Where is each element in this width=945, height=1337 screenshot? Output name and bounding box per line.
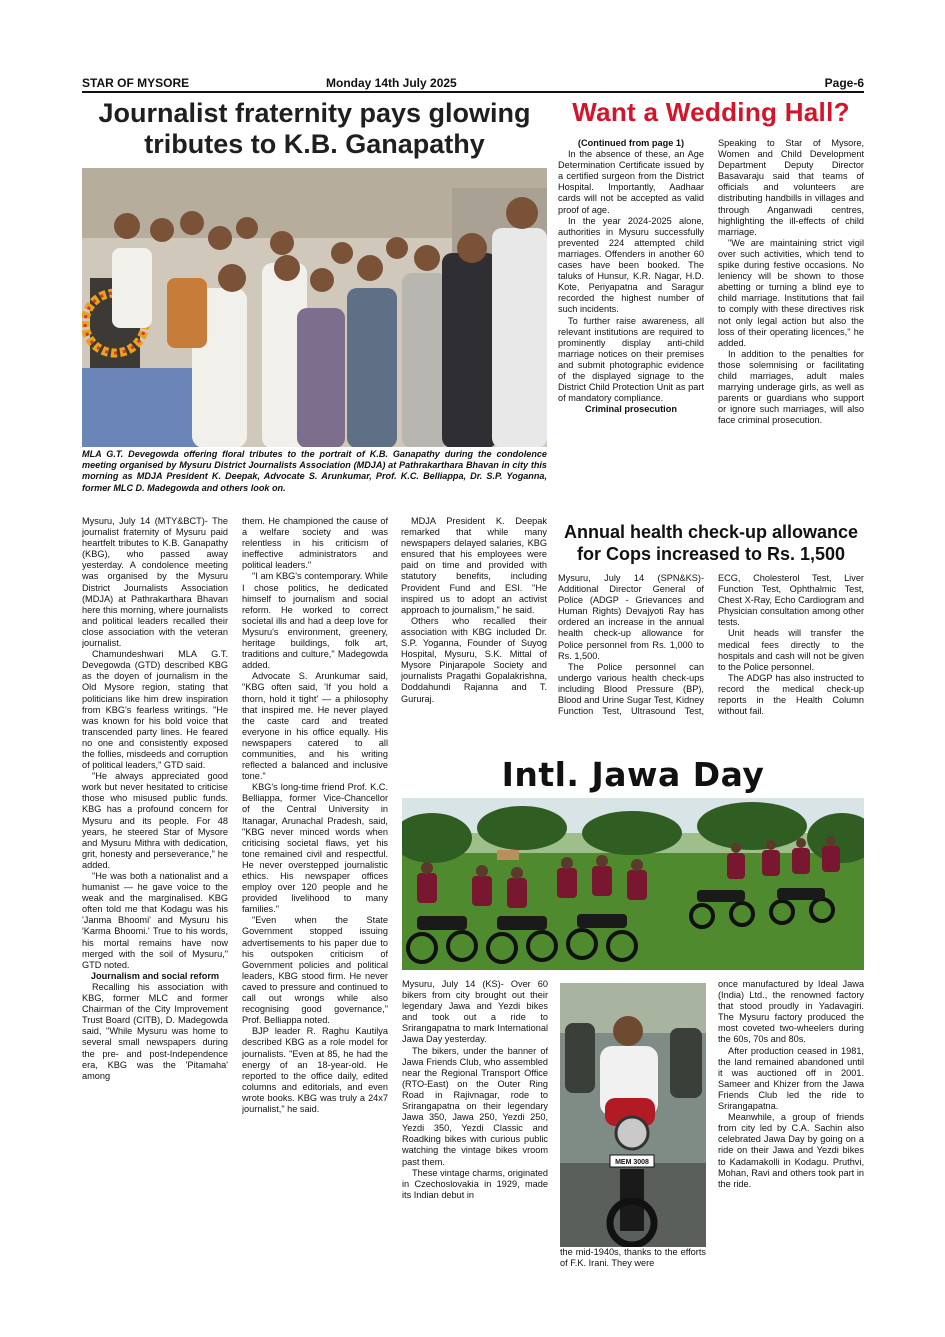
paragraph: MDJA President K. Deepak remarked that while many newspapers delayed salaries, KBG ensured that his employees were paid on time and provided with statutory benefits, including Provident Fund and ESI. "He inspired us to adopt an activist approach to journalism," he said. [401, 516, 547, 615]
cops-story-body [558, 573, 864, 751]
tribute-photo-art [82, 168, 547, 447]
masthead-rule [82, 91, 864, 93]
paragraph: KBG's long-time friend Prof. K.C. Belliappa, former Vice-Chancellor of the Central University in Itanagar, Arunachal Pradesh, said, "KBG never minced words when criticising societal flaws, yet his tone remained civil and respectful. He never overstepped journalistic ethics. His newspaper offices employ over 120 people and he provided livelihood to many families." [242, 782, 388, 915]
masthead-date: Monday 14th July 2025 [326, 76, 457, 90]
paragraph: The Police personnel can undergo various health check-ups including Blood Pressure (BP), Blood and Urine Sugar Test, Kidney Function Test, Ultrasound Test, ECG, Cholesterol Test, Liver Function Test, Ophthalmic Test, Chest X-Ray, Echo Cardiogram and Physician consultation among other tests. [558, 573, 864, 717]
jawa-story-column-2 [560, 1247, 706, 1271]
paragraph: Chamundeshwari MLA G.T. Devegowda (GTD) described KBG as the doyen of journalism in the Old Mysore region, stating that politicians like him drew inspiration from KBG's fearless writings. "He was known for his bold voice that transcended party lines. He feared no one and consistently exposed the follies, misdeeds and corruption of political leaders," GTD said. [82, 649, 228, 771]
paragraph: Meanwhile, a group of friends from city led by C.A. Sachin also celebrated Jawa Day by going on a ride on their Jawa and Yezdi bikes to Kadamakolli in Kodagu. Pruthvi, Mohan, Ravi and others took part in the ride. [718, 1112, 864, 1189]
masthead-page-number: Page-6 [824, 76, 864, 90]
tribute-photo [82, 168, 547, 447]
paragraph: Mysuru, July 14 (KS)- Over 60 bikers from city brought out their legendary Jawa and Yezdi bikes and took out a ride to Srirangapatna to mark International Jawa Day yesterday. [402, 979, 548, 1045]
paragraph: "Even when the State Government stopped issuing advertisements to his paper due to his outspoken criticism of Government policies and political leaders, KBG stood firm. He never caved to pressure and continued to call out wrongs while also recognising good governance," Prof. Belliappa noted. [242, 915, 388, 1026]
paragraph: The ADGP has also instructed to record the medical check-up reports in the Health Column without fail. [718, 672, 864, 717]
paragraph: "I am KBG's contemporary. While I chose politics, he dedicated himself to journalism and social reform. He worked to correct societal ills and had a deep love for Mysuru's environment, greenery, heritage buildings, folk art, traditions and culture," Madegowda added. [242, 571, 388, 671]
jawa-group-photo-art [402, 798, 864, 970]
jawa-story-column-3 [718, 979, 864, 1262]
paragraph: After production ceased in 1981, the land remained abandoned until it was auctioned off in 2001. Sameer and Khizer from the Jawa Friends Club led the ride to Srirangapatna. [718, 1045, 864, 1112]
main-headline: Journalist fraternity pays glowing tributes to K.B. Ganapathy [98, 98, 531, 160]
paragraph: the mid-1940s, thanks to the efforts of F.K. Irani. They were [560, 1247, 706, 1269]
license-plate: MEM 3008 [615, 1159, 649, 1166]
paragraph: Mysuru, July 14 (SPN&KS)- Additional Director General of Police (ADGP - Grievances and Human Rights) Devajyoti Ray has ordered an increase in the annual health check-up allowance for Police personnel from Rs. 1,000 to Rs. 1,500. [558, 573, 704, 661]
paragraph: Recalling his association with KBG, former MLC and former Chairman of the City Improvement Trust Board (CITB), D. Madegowda said, "While Mysuru was home to several small newspapers during the pre- and post-Independence era, KBG was the 'Pitamaha' among [82, 981, 228, 1081]
main-story-column-1 [82, 516, 228, 1260]
paragraph: In the absence of these, an Age Determination Certificate issued by a certified surgeon from the District Hospital. Importantly, Aadhaar cards will not be accepted as valid proof of age. [558, 149, 704, 215]
masthead-paper-name: STAR OF MYSORE [82, 76, 190, 90]
paragraph: Mysuru, July 14 (MTY&BCT)- The journalist fraternity of Mysuru paid heartfelt tributes to K.B. Ganapathy (KBG), who passed away yesterday. A condolence meeting was organised by the Mysuru District Journalists Association (MDJA) at Pathrakarthara Bhavan here this morning, where journalists and political leaders recalled their close association with the veteran journalist. [82, 516, 228, 649]
main-story-column-3 [401, 516, 547, 751]
paragraph: The bikers, under the banner of Jawa Friends Club, who assembled near the Regional Transport Office (RTO-East) on the Outer Ring Road in Rajivnagar, rode to Srirangapatna on their legendary Jawa 350, Jawa 250, Yezdi 250, Yezdi 350, Yezdi Classic and Roadking bikes with curious public watching the vintage bikes vroom past them. [402, 1045, 548, 1167]
wedding-story-column-1 [558, 138, 704, 516]
jawa-group-photo [402, 798, 864, 970]
subheading: Criminal prosecution [585, 404, 677, 415]
wedding-hall-headline: Want a Wedding Hall? [572, 97, 850, 127]
jawa-rider-photo [560, 983, 706, 1247]
paragraph: Others who recalled their association with KBG included Dr. S.P. Yoganna, Founder of Suyog Hospital, Mysuru, S.K. Mittal of Mysore Pinjarapole Society and journalists Pragathi Gopalakrishna, Doddahundi Rajanna and T. Gururaj. [401, 615, 547, 704]
paragraph: Unit heads will transfer the medical fees directly to the hospitals and cash will not be given to the Police personnel. [718, 628, 864, 672]
paragraph: These vintage charms, originated in Czechoslovakia in 1929, made its Indian debut in [402, 1167, 548, 1200]
paragraph: "He was both a nationalist and a humanist — he gave voice to the weak and the marginalised. KBG often told me that Kodagu was his 'Janma Bhoomi' and Mysuru his 'Karma Bhoomi.' True to his words, his mortal remains have now merged with the soil of Mysuru," GTD noted. [82, 871, 228, 970]
tribute-photo-caption: MLA G.T. Devegowda offering floral tributes to the portrait of K.B. Ganapathy during the condolence meeting organised by Mysuru District Journalists Association (MDJA) at Pathrakarthara Bhavan in city this morning as MDJA President K. Deepak, Advocate S. Arunkumar, Prof. K.C. Belliappa, Dr. S.P. Yoganna, former MLC D. Madegowda and others look on. [82, 449, 547, 493]
paragraph: BJP leader R. Raghu Kautilya described KBG as a role model for journalists. "Even at 85, he had the energy of an 18-year-old. He reported to the office daily, edited columns and editorials, and even wrote books. KBG was truly a 24x7 journalist," he said. [242, 1026, 388, 1114]
wedding-story-column-2 [718, 138, 864, 516]
subheading: Journalism and social reform [90, 970, 220, 981]
paragraph: "We are maintaining strict vigil over such activities, which tend to spike during festive occasions. No leniency will be shown to those abetting or turning a blind eye to child marriage. Institutions that fail to comply with these directives risk not only legal action but also the loss of their operating licences," he added. [718, 237, 864, 348]
jawa-rider-photo-art [560, 983, 706, 1247]
cops-allowance-headline: Annual health check-up allowance for Cops increased to Rs. 1,500 [563, 522, 859, 564]
continued-note: (Continued from page 1) [577, 138, 685, 148]
paragraph: them. He championed the cause of a welfare society and was relentless in his criticism of ineffective administrators and political leaders." [242, 516, 388, 571]
paragraph: In the year 2024-2025 alone, authorities in Mysuru successfully prevented 224 attempted child marriages. Offenders in another 60 cases have been booked. The taluks of Hunsur, K.R. Nagar, H.D. Kote, Periyapatna and Saragur recorded the highest number of such incidents. [558, 215, 704, 315]
paragraph: Speaking to Star of Mysore, Women and Child Development Department Deputy Director Basavaraju said that teams of officials and volunteers are distributing handbills in villages and through Anganwadi centres, highlighting the ill-effects of child marriage. [718, 138, 864, 237]
paragraph: once manufactured by Ideal Jawa (India) Ltd., the renowned factory that stood proudly in Yadavagiri. The Mysuru factory produced the most coveted two-wheelers during the 60s, 70s and 80s. [718, 979, 864, 1045]
paragraph: In addition to the penalties for those solemnising or facilitating child marriages, adult males marrying underage girls, as well as parents or guardians who support or ignore such marriages, will also face criminal prosecution. [718, 348, 864, 426]
paragraph: To further raise awareness, all relevant institutions are required to prominently display anti-child marriage notices on their premises and submit photographic evidence of the displayed signage to the District Child Protection Unit as part of mandatory compliance. [558, 315, 704, 404]
jawa-story-column-1 [402, 979, 548, 1262]
paragraph: "He always appreciated good work but never hesitated to criticise those who misused public funds. KBG has a profound concern for Mysuru and its people. For 48 years, he steered Star of Mysore and Mysuru Mithra with dedication, grit, honesty and perseverance," he added. [82, 771, 228, 870]
paragraph: Advocate S. Arunkumar said, "KBG often said, 'If you hold a thorn, hold it tight' — a philosophy that inspired me. He never played the caste card and treated everyone in his office equally. His newspapers catered to all communities, and his writing reflected a balanced and inclusive tone." [242, 671, 388, 782]
main-story-column-2 [242, 516, 388, 1260]
jawa-day-headline: Intl. Jawa Day [501, 755, 765, 794]
